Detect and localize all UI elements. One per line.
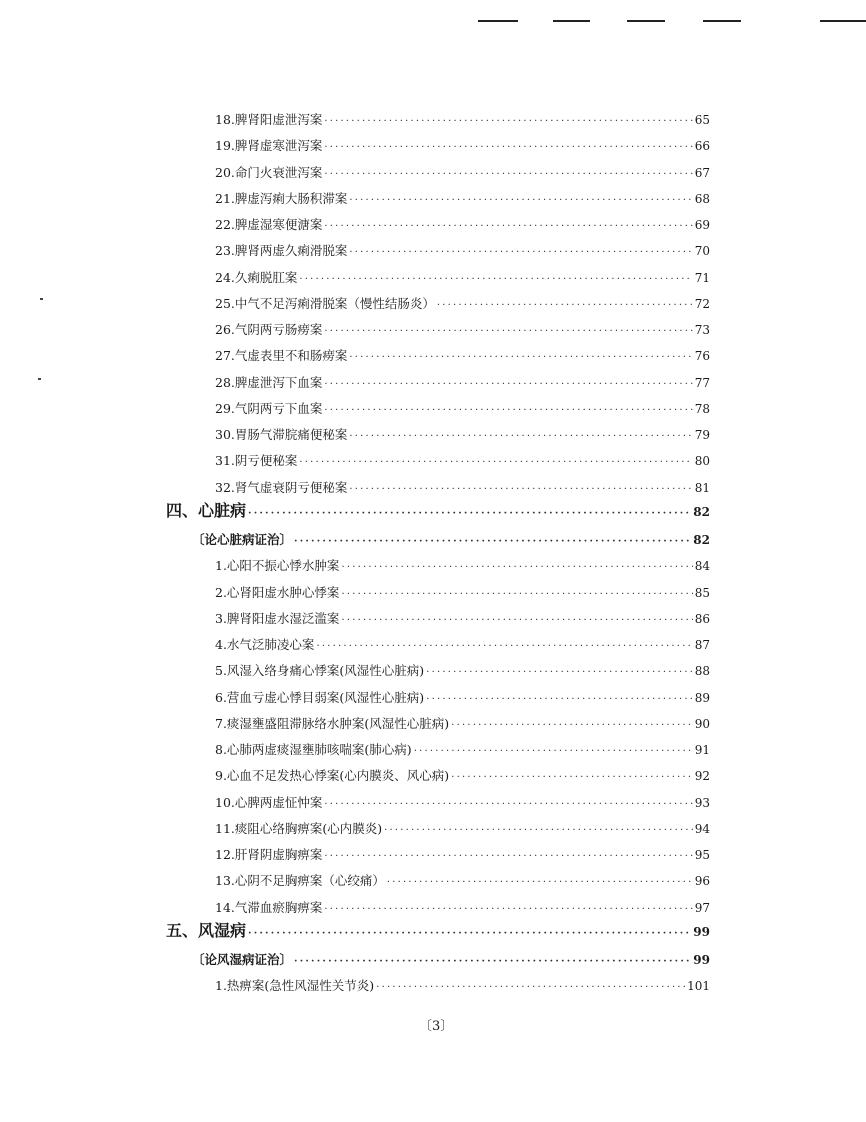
- dot-leader: [451, 769, 693, 787]
- toc-title: 1.心阳不振心悸水肿案: [215, 558, 340, 574]
- toc-title: 22.脾虚湿寒便溏案: [215, 217, 323, 232]
- toc-title: 12.肝肾阴虚胸痹案: [215, 847, 323, 862]
- dot-leader: [324, 402, 692, 420]
- dot-leader: [324, 218, 692, 236]
- scan-speck: [38, 378, 41, 380]
- toc-entry: [215, 977, 710, 997]
- toc-entry: [215, 846, 710, 866]
- toc-title: 24.久痢脱肛案: [215, 269, 298, 285]
- dot-leader: [384, 822, 693, 840]
- toc-title: 10.心脾两虚怔忡案: [215, 794, 323, 810]
- toc-page-number: 95: [694, 848, 710, 862]
- dot-leader: [324, 113, 692, 131]
- dot-leader: [349, 349, 692, 367]
- toc-page-number: 67: [694, 165, 710, 180]
- toc-entry: [215, 269, 710, 289]
- toc-entry: [215, 584, 710, 604]
- toc-page-number: 84: [694, 559, 710, 574]
- toc-entry: [215, 479, 710, 499]
- toc-page-number: 92: [694, 769, 710, 784]
- scan-mark: [703, 20, 741, 22]
- dot-leader: [349, 244, 692, 262]
- toc-title: 1.热痹案(急性风湿性关节炎): [215, 978, 375, 994]
- dot-leader: [324, 166, 692, 184]
- scan-mark: [553, 20, 590, 22]
- toc-page-number: 66: [694, 139, 710, 154]
- toc-title: 31.阴亏便秘案: [215, 453, 298, 469]
- dot-leader: [316, 638, 692, 656]
- toc-title: 8.心肺两虚痰湿壅肺咳喘案(肺心病): [215, 742, 412, 757]
- dot-leader: [248, 925, 691, 943]
- toc-page-number: 97: [694, 900, 710, 915]
- toc-page-number: 88: [694, 664, 710, 679]
- toc-page-number: 72: [694, 296, 710, 311]
- toc-entry: [215, 794, 710, 814]
- toc-title: 20.命门火衰泄泻案: [215, 164, 323, 180]
- toc-title: 30.胃肠气滞脘痛便秘案: [215, 427, 348, 442]
- dot-leader: [437, 297, 693, 315]
- dot-leader: [299, 454, 692, 472]
- toc-entry: [215, 820, 710, 840]
- toc-entry: [215, 557, 710, 577]
- scan-mark: [627, 20, 665, 22]
- toc-entry: [215, 715, 710, 735]
- toc-title: 4.水气泛肺凌心案: [215, 637, 315, 652]
- toc-title: 28.脾虚泄泻下血案: [215, 374, 323, 390]
- dot-leader: [376, 979, 685, 997]
- toc-page-number: 82: [693, 504, 710, 519]
- dot-leader: [248, 505, 691, 523]
- dot-leader: [414, 743, 693, 761]
- toc-chapter: [166, 922, 710, 943]
- toc-page-number: 86: [694, 611, 710, 626]
- toc-title: 11.痰阻心络胸痹案(心内膜炎): [215, 820, 383, 836]
- toc-page-number: 101: [687, 979, 710, 994]
- scan-mark: [820, 20, 866, 22]
- toc-title: 29.气阴两亏下血案: [215, 400, 323, 416]
- toc-page-number: 68: [694, 191, 710, 206]
- toc-title: 7.痰湿壅盛阻滞脉络水肿案(风湿性心脏病): [215, 715, 450, 731]
- dot-leader: [294, 533, 691, 551]
- toc-title: 23.脾肾两虚久痢滑脱案: [215, 243, 348, 259]
- toc-entry: [215, 137, 710, 157]
- toc-entry: [215, 636, 710, 656]
- toc-entry: [215, 321, 710, 341]
- dot-leader: [294, 953, 691, 971]
- toc-page-number: 99: [693, 924, 710, 939]
- toc-title: 32.肾气虚衰阴亏便秘案: [215, 479, 348, 495]
- toc-entry: [215, 610, 710, 630]
- toc-entry: [215, 164, 710, 184]
- dot-leader: [324, 376, 692, 394]
- dot-leader: [341, 559, 692, 577]
- toc-entry: [215, 689, 710, 709]
- toc-entry: [215, 767, 710, 787]
- toc-page-number: 70: [694, 244, 710, 259]
- toc-title: 19.脾肾虚寒泄泻案: [215, 138, 323, 154]
- toc-entry: [215, 347, 710, 367]
- toc-page-number: 80: [694, 454, 710, 469]
- toc-title: 14.气滞血瘀胸痹案: [215, 899, 323, 915]
- toc-page-number: 76: [694, 349, 710, 364]
- dot-leader: [451, 717, 693, 735]
- toc-page-number: 82: [693, 533, 710, 547]
- toc-title: 2.心肾阳虚水肿心悸案: [215, 584, 340, 600]
- toc-page-number: 79: [694, 428, 710, 442]
- toc-title: 3.脾肾阳虚水湿泛滥案: [215, 610, 340, 626]
- toc-title: 13.心阴不足胸痹案（心绞痛）: [215, 873, 385, 889]
- toc-entry: [215, 426, 710, 446]
- toc-entry: [215, 400, 710, 420]
- toc-title: 21.脾虚泻痢大肠积滞案: [215, 190, 348, 206]
- toc-page-number: 73: [694, 323, 710, 337]
- toc-page-number: 94: [694, 821, 710, 836]
- dot-leader: [349, 192, 692, 210]
- page-number: 〔3〕: [419, 1019, 454, 1034]
- toc-page-number: 96: [694, 874, 710, 889]
- toc-title: 〔论风湿病证治〕: [192, 952, 293, 967]
- dot-leader: [387, 874, 693, 892]
- toc-entry: [215, 374, 710, 394]
- dot-leader: [324, 796, 692, 814]
- toc-title: 四、心脏病: [166, 500, 247, 520]
- toc-page-number: 89: [694, 690, 710, 705]
- scan-speck: [40, 298, 43, 300]
- toc-entry: [215, 111, 710, 131]
- toc-title: 6.营血亏虚心悸目弱案(风湿性心脏病): [215, 689, 425, 705]
- dot-leader: [324, 323, 692, 341]
- toc-title: 〔论心脏病证治〕: [192, 532, 293, 547]
- toc-entry: [215, 452, 710, 472]
- dot-leader: [299, 271, 692, 289]
- dot-leader: [426, 664, 693, 682]
- toc-page-number: 91: [694, 743, 710, 757]
- dot-leader: [324, 139, 692, 157]
- toc-title: 5.风湿入络身痛心悸案(风湿性心脏病): [215, 663, 425, 679]
- toc-title: 26.气阴两亏肠痨案: [215, 322, 323, 337]
- toc-page-number: 65: [694, 113, 710, 127]
- toc-page-number: 85: [694, 585, 710, 600]
- toc-entry: [215, 295, 710, 315]
- toc-title: 五、风湿病: [166, 920, 247, 940]
- toc-entry: [215, 899, 710, 919]
- toc-page-number: 81: [694, 480, 710, 495]
- toc-section: [192, 951, 710, 971]
- dot-leader: [341, 612, 692, 630]
- toc-page-number: 87: [694, 638, 710, 652]
- dot-leader: [341, 586, 692, 604]
- dot-leader: [349, 428, 692, 446]
- toc-page-number: 77: [694, 375, 710, 390]
- toc-entry: [215, 662, 710, 682]
- toc-page-number: 78: [694, 401, 710, 416]
- toc-title: 27.气虚表里不和肠痨案: [215, 348, 348, 364]
- toc-title: 25.中气不足泻痢滑脱案（慢性结肠炎）: [215, 295, 435, 311]
- toc-page-number: 99: [693, 953, 710, 967]
- toc-page-number: 71: [694, 270, 710, 285]
- scan-mark: [478, 20, 518, 22]
- dot-leader: [426, 691, 693, 709]
- dot-leader: [349, 481, 692, 499]
- toc-section: [192, 531, 710, 551]
- toc-page-number: 90: [694, 716, 710, 731]
- toc-chapter: [166, 502, 710, 523]
- toc-entry: [215, 872, 710, 892]
- toc-page-number: 69: [694, 218, 710, 232]
- toc-entry: [215, 216, 710, 236]
- toc-entry: [215, 242, 710, 262]
- dot-leader: [324, 848, 692, 866]
- dot-leader: [324, 901, 692, 919]
- toc-entry: [215, 190, 710, 210]
- toc-title: 18.脾肾阳虚泄泻案: [215, 112, 323, 127]
- toc-title: 9.心血不足发热心悸案(心内膜炎、风心病): [215, 768, 450, 784]
- toc-page-number: 93: [694, 795, 710, 810]
- toc-entry: [215, 741, 710, 761]
